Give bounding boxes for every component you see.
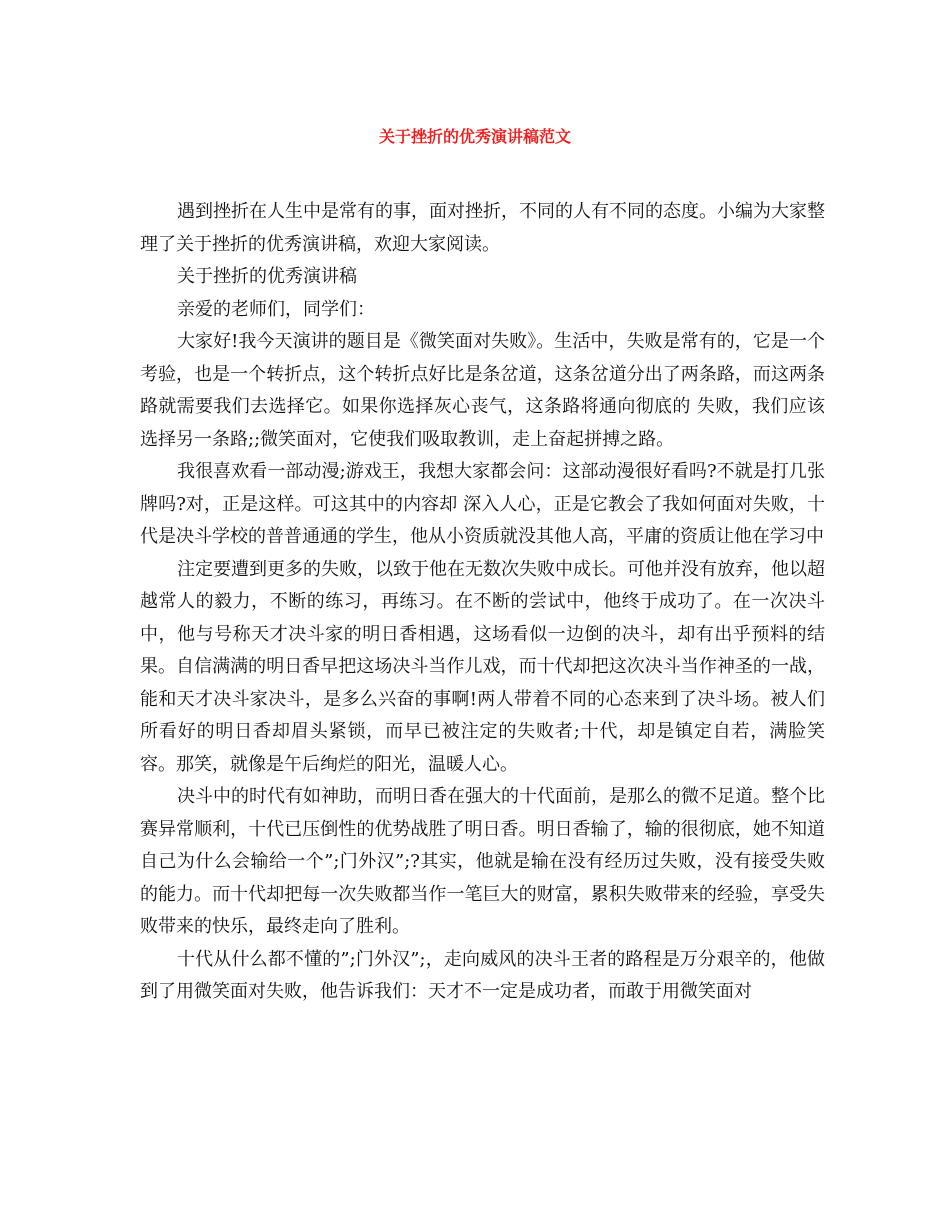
- paragraph: 十代从什么都不懂的”;门外汉”;，走向威风的决斗王者的路程是万分艰辛的，他做到了用微笑面对失败，他告诉我们：天才不一定是成功者，而敢于用微笑面对: [140, 948, 825, 1002]
- paragraph: 大家好!我今天演讲的题目是《微笑面对失败》。生活中，失败是常有的，它是一个考验，也是一个转折点，这个转折点好比是条岔道，这条岔道分出了两条路，而这两条路就需要我们去选择它。如果你选择灰心丧气，这条路将通向彻底的 失败，我们应该选择另一条路;;微笑面对，它使我们吸取教训，走上奋起拼搏之路。: [140, 331, 825, 450]
- paragraph: 注定要遭到更多的失败，以致于他在无数次失败中成长。可他并没有放弃，他以超越常人的毅力，不断的练习，再练习。在不断的尝试中，他终于成功了。在一次决斗中，他与号称天才决斗家的明日香相遇，这场看似一边倒的决斗，却有出乎预料的结果。自信满满的明日香早把这场决斗当作儿戏，而十代却把这次决斗当作神圣的一战，能和天才决斗家决斗，是多么兴奋的事啊!两人带着不同的心态来到了决斗场。被人们所看好的明日香却眉头紧锁，而早已被注定的失败者;十代，却是镇定自若，满脸笑容。那笑，就像是午后绚烂的阳光，温暖人心。: [140, 558, 825, 775]
- document-body: [140, 196, 825, 1009]
- paragraph-salutation: 亲爱的老师们，同学们：: [177, 298, 375, 320]
- paragraph: 决斗中的时代有如神助，而明日香在强大的十代面前，是那么的微不足道。整个比赛异常顺利，十代已压倒性的优势战胜了明日香。明日香输了，输的很彻底，她不知道自己为什么会输给一个”;门外汉”;?其实，他就是输在没有经历过失败，没有接受失败的能力。而十代却把每一次失败都当作一笔巨大的财富，累积失败带来的经验，享受失败带来的快乐，最终走向了胜利。: [140, 786, 825, 937]
- paragraph-intro: 遇到挫折在人生中是常有的事，面对挫折，不同的人有不同的态度。小编为大家整理了关于挫折的优秀演讲稿，欢迎大家阅读。: [140, 201, 825, 255]
- document-title: 关于挫折的优秀演讲稿范文: [378, 127, 571, 146]
- paragraph-subtitle: 关于挫折的优秀演讲稿: [177, 266, 357, 287]
- paragraph: 我很喜欢看一部动漫;游戏王，我想大家都会问：这部动漫很好看吗?不就是打几张牌吗?对，正是这样。可这其中的内容却 深入人心，正是它教会了我如何面对失败，十代是决斗学校的普普通通的学生，他从小资质就没其他人高，平庸的资质让他在学习中: [140, 461, 825, 547]
